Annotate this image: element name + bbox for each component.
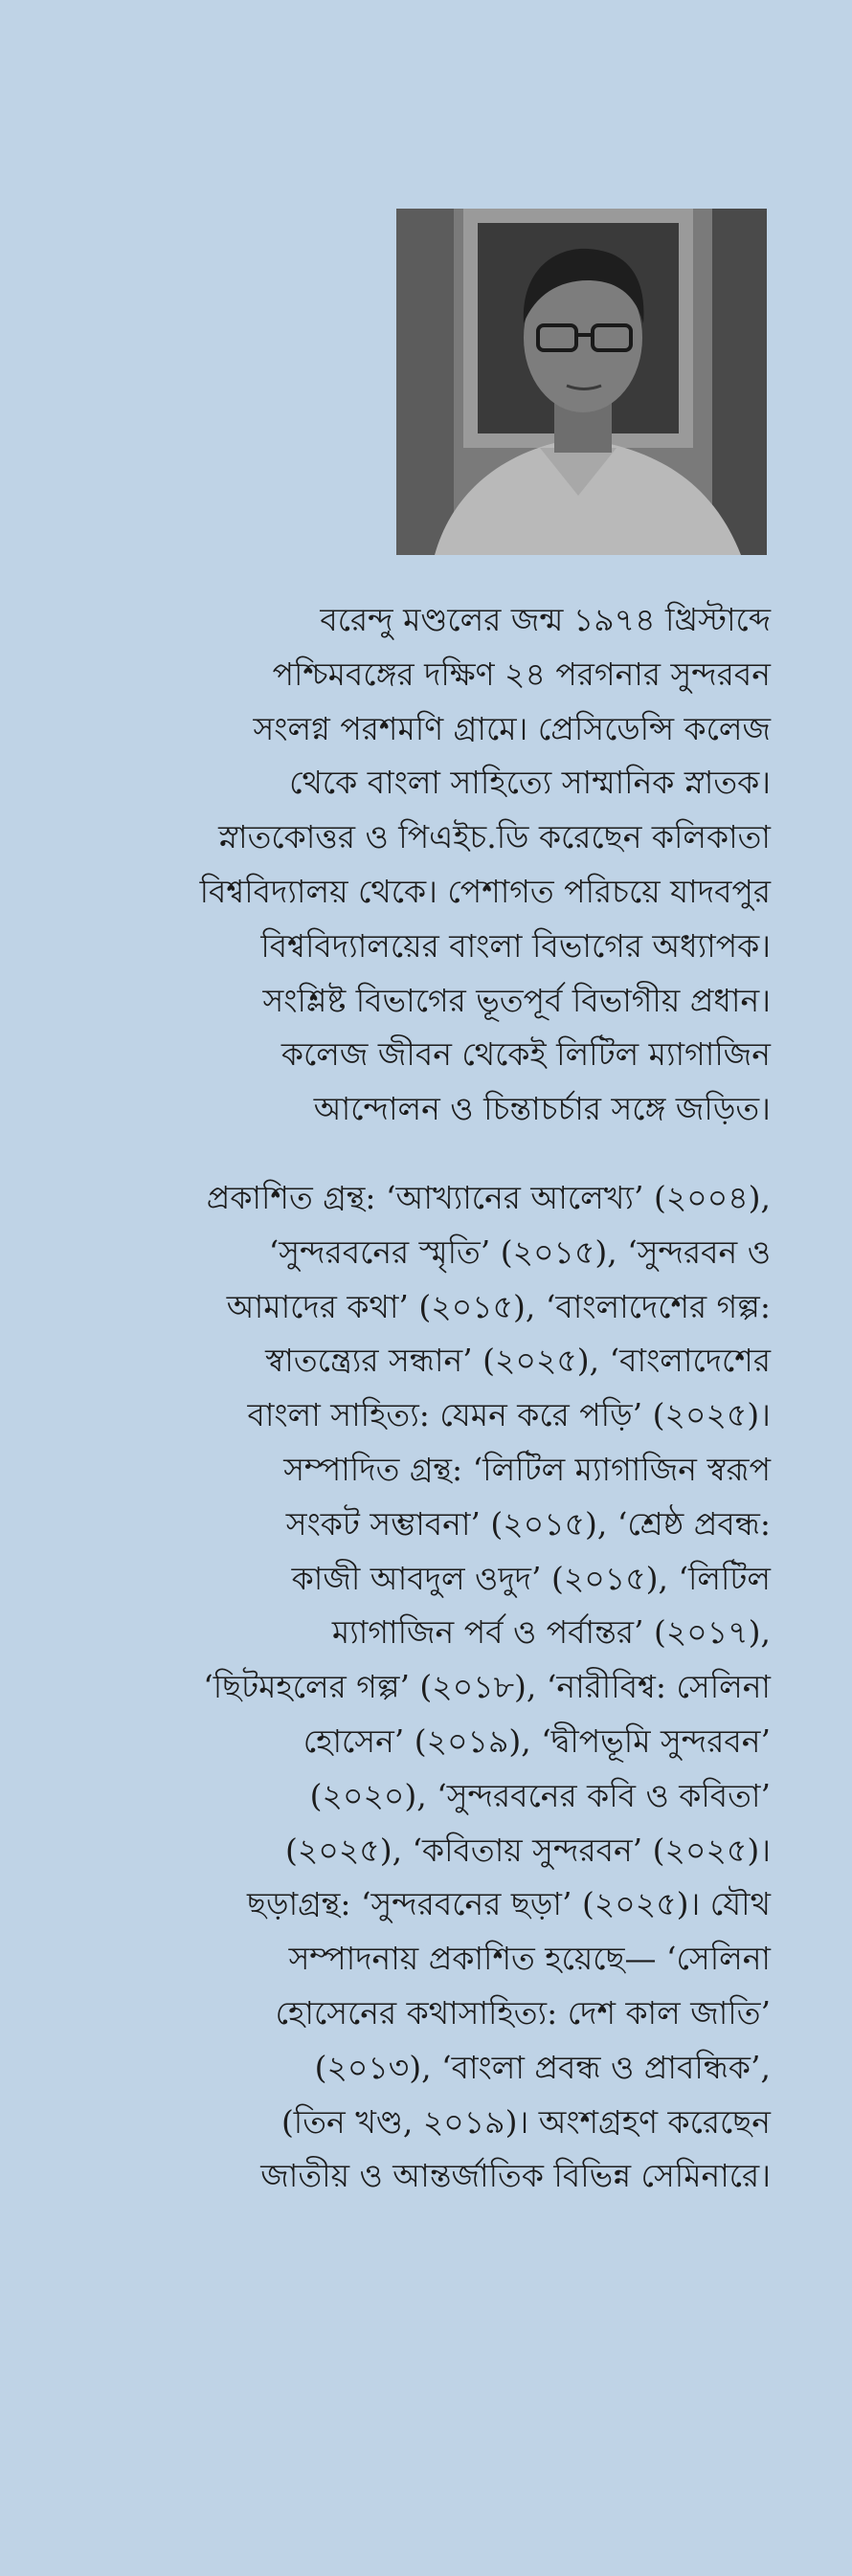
publications-line: সম্পাদিত গ্রন্থ: ‘লিটিল ম্যাগাজিন স্বরূপ (283, 1450, 771, 1488)
publications-line: জাতীয় ও আন্তর্জাতিক বিভিন্ন সেমিনারে। (260, 2157, 771, 2195)
publications-line: ‘সুন্দরবনের স্মৃতি’ (২০১৫), ‘সুন্দরবন ও (268, 1232, 771, 1271)
author-portrait-photo-icon (396, 209, 767, 555)
publications-line: (২০২০), ‘সুন্দরবনের কবি ও কবিতা’ (309, 1776, 771, 1814)
publications-line: সম্পাদনায় প্রকাশিত হয়েছে— ‘সেলিনা (288, 1940, 771, 1978)
publications-line: (২০২৫), ‘কবিতায় সুন্দরবন’ (২০২৫)। (285, 1831, 771, 1869)
publications-line: ম্যাগাজিন পর্ব ও পর্বান্তর’ (২০১৭), (331, 1613, 771, 1652)
biography-line: সংলগ্ন পরশমণি গ্রামে। প্রেসিডেন্সি কলেজ (253, 709, 771, 747)
biography-line: স্নাতকোত্তর ও পিএইচ.ডি করেছেন কলিকাতা (218, 818, 771, 856)
biography-line: সংশ্লিষ্ট বিভাগের ভূতপূর্ব বিভাগীয় প্রধান। (262, 981, 771, 1019)
publications-line: ছড়াগ্রন্থ: ‘সুন্দরবনের ছড়া’ (২০২৫)। যৌথ (247, 1885, 771, 1923)
publications-line: কাজী আবদুল ওদুদ’ (২০১৫), ‘লিটিল (291, 1559, 771, 1597)
publications-line: সংকট সম্ভাবনা’ (২০১৫), ‘শ্রেষ্ঠ প্রবন্ধ: (285, 1504, 771, 1543)
publications-line: আমাদের কথা’ (২০১৫), ‘বাংলাদেশের গল্প: (226, 1287, 771, 1325)
publications-line: (২০১৩), ‘বাংলা প্রবন্ধ ও প্রাবন্ধিক’, (314, 2048, 771, 2086)
author-biography (115, 593, 771, 2204)
publications-line: প্রকাশিত গ্রন্থ: ‘আখ্যানের আলেখ্য’ (২০০৪), (206, 1178, 771, 1216)
biography-line: বিশ্ববিদ্যালয় থেকে। পেশাগত পরিচয়ে যাদবপুর (199, 872, 771, 910)
biography-line: পশ্চিমবঙ্গের দক্ষিণ ২৪ পরগনার সুন্দরবন (272, 655, 771, 693)
biography-paragraph-intro (115, 593, 771, 1137)
author-photo (396, 209, 767, 555)
biography-line: বিশ্ববিদ্যালয়ের বাংলা বিভাগের অধ্যাপক। (260, 926, 771, 965)
biography-line: আন্দোলন ও চিন্তাচর্চার সঙ্গে জড়িত। (313, 1090, 771, 1128)
biography-line: থেকে বাংলা সাহিত্যে সাম্মানিক স্নাতক। (289, 764, 771, 802)
publications-line: (তিন খণ্ড, ২০১৯)। অংশগ্রহণ করেছেন (280, 2102, 771, 2141)
biography-line: বরেন্দু মণ্ডলের জন্ম ১৯৭৪ খ্রিস্টাব্দে (320, 601, 771, 638)
publications-line: হোসেনের কথাসাহিত্য: দেশ কাল জাতি’ (275, 1993, 771, 2032)
biography-paragraph-publications (115, 1171, 771, 2204)
publications-line: বাংলা সাহিত্য: যেমন করে পড়ি’ (২০২৫)। (247, 1396, 771, 1434)
publications-line: হোসেন’ (২০১৯), ‘দ্বীপভূমি সুন্দরবন’ (303, 1721, 771, 1760)
publications-line: ‘ছিটমহলের গল্প’ (২০১৮), ‘নারীবিশ্ব: সেলিনা (203, 1668, 771, 1706)
biography-line: কলেজ জীবন থেকেই লিটিল ম্যাগাজিন (280, 1035, 771, 1074)
publications-line: স্বাতন্ত্র্যের সন্ধান’ (২০২৫), ‘বাংলাদেশের (265, 1342, 771, 1380)
